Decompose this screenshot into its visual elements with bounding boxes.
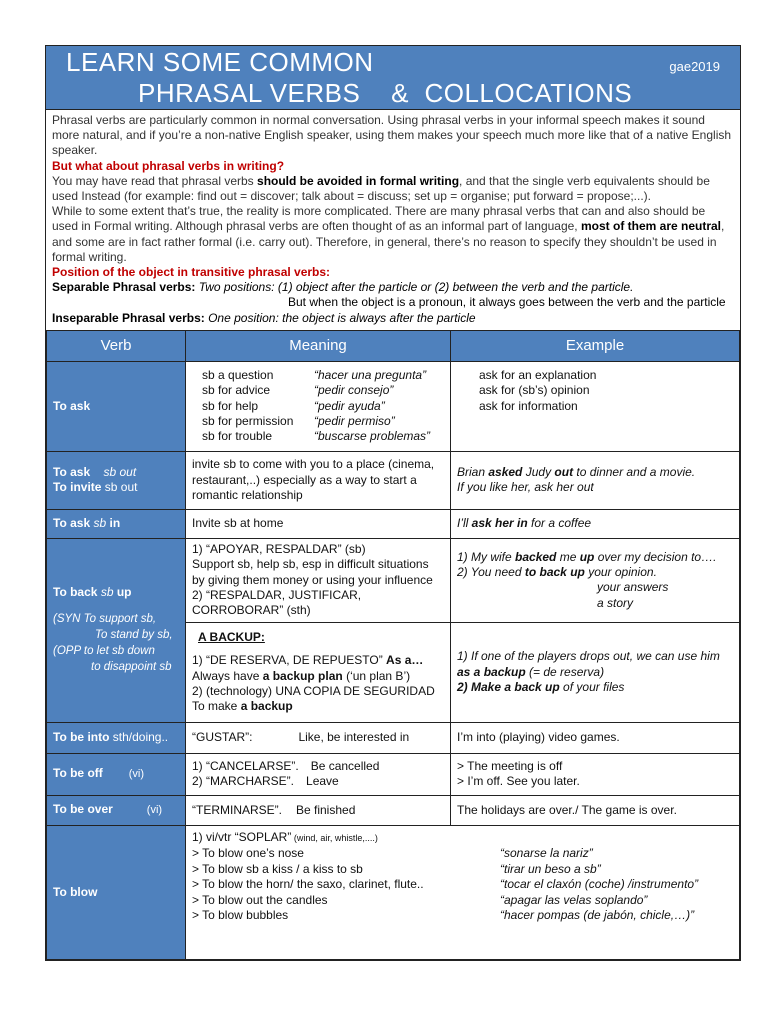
meaning-cell: “GUSTAR”: Like, be interested in	[186, 722, 451, 753]
table-row	[47, 795, 740, 825]
verb-cell: To ask	[47, 361, 186, 451]
table-row	[47, 753, 740, 795]
example-cell: ask for an explanation ask for (sb’s) opinion ask for information	[451, 361, 740, 451]
example-cell: > The meeting is off > I’m off. See you later.	[451, 753, 740, 795]
worksheet	[45, 45, 741, 961]
header-example: Example	[451, 330, 740, 361]
table-row	[47, 722, 740, 753]
title-line-2: PHRASAL VERBS & COLLOCATIONS	[138, 78, 633, 108]
meaning-example-cell: 1) vi/vtr “SOPLAR” (wind, air, whistle,....) > To blow one’s nose “sonarse la nariz” > To blow sb a kiss / a kiss to sb “tirar un beso a sb” > To blow the horn/ the saxo, clarinet, flute.. “tocar el claxón (coche) /instrumento” > To blow out the candles “apagar las velas soplando” > To blow bubbles “hacer pompas (de jabón, chicle,…)”	[186, 825, 740, 959]
verb-cell: To ask sb in	[47, 509, 186, 538]
table-row	[47, 509, 740, 538]
phrasal-verbs-table	[46, 330, 740, 960]
verb-cell: To be off (vi)	[47, 753, 186, 795]
verb-cell: To be into sth/doing..	[47, 722, 186, 753]
verb-cell: To be over (vi)	[47, 795, 186, 825]
meaning-cell: 1) “CANCELARSE”. Be cancelled 2) “MARCHARSE”. Leave	[186, 753, 451, 795]
meaning-cell: A BACKUP: 1) “DE RESERVA, DE REPUESTO” As a… Always have a backup plan (‘un plan B’) 2) (technology) UNA COPIA DE SEGURIDAD To make a backup	[186, 622, 451, 722]
separable-line: Separable Phrasal verbs: Two positions: (1) object after the particle or (2) between the verb and the particle.	[52, 280, 634, 295]
example-cell: The holidays are over./ The game is over.	[451, 795, 740, 825]
intro-section	[46, 109, 740, 330]
verb-cell: To ask sb out To invite sb out	[47, 451, 186, 509]
intro-paragraph-2: You may have read that phrasal verbs should be avoided in formal writing, and that the single verb equivalents should be used Instead (for example: find out = discover; talk about = discuss; set up = organise; put forward = propose;...).	[52, 173, 710, 204]
verb-cell: To blow	[47, 825, 186, 959]
table-row	[47, 825, 740, 959]
example-cell: 1) If one of the players drops out, we can use him as a backup (= de reserva) 2) Make a back up of your files	[451, 622, 740, 722]
question-position: Position of the object in transitive phrasal verbs:	[52, 265, 331, 280]
verb-cell: To back sb up (SYN To support sb, To stand by sb, (OPP to let sb down to disappoint sb	[47, 538, 186, 722]
intro-paragraph-3: While to some extent that’s true, the reality is more complicated. There are many phrasal verbs that can and also should be used in Formal writing. Although phrasal verbs are often thought of as an informal part of language, most of them are neutral, and some are in fact rather formal (i.e. carry out). Therefore, in general, there’s no reason to specify they shouldn’t be used in formal writing.	[52, 204, 725, 264]
author-tag: gae2019	[669, 59, 720, 74]
meaning-cell: Invite sb at home	[186, 509, 451, 538]
separable-note: But when the object is a pronoun, it always goes between the verb and the particle	[288, 295, 726, 310]
inseparable-line: Inseparable Phrasal verbs: One position: the object is always after the particle	[52, 310, 476, 325]
table-row	[47, 361, 740, 451]
header-verb: Verb	[47, 330, 186, 361]
synonyms-note: (SYN To support sb, To stand by sb, (OPP to let sb down to disappoint sb	[53, 613, 173, 673]
title-banner	[46, 46, 740, 109]
intro-paragraph-1: Phrasal verbs are particularly common in normal conversation. Using phrasal verbs in your informal speech makes it sound more natural, and if you’re a non-native English speaker, using them makes your speech much more like that of a native English speaker.	[52, 113, 732, 158]
meaning-cell: sb a question “hacer una pregunta” sb for advice “pedir consejo” sb for help “pedir ayuda” sb for permission “pedir permiso” sb for trouble “buscarse problemas”	[186, 361, 451, 451]
meaning-cell: “TERMINARSE”. Be finished	[186, 795, 451, 825]
header-meaning: Meaning	[186, 330, 451, 361]
title-line-1: LEARN SOME COMMON	[66, 47, 374, 77]
example-cell: I’m into (playing) video games.	[451, 722, 740, 753]
example-cell: Brian asked Judy out to dinner and a movie. If you like her, ask her out	[451, 451, 740, 509]
example-cell: I’ll ask her in for a coffee	[451, 509, 740, 538]
question-writing: But what about phrasal verbs in writing?	[52, 158, 285, 173]
meaning-cell: 1) “APOYAR, RESPALDAR” (sb) Support sb, help sb, esp in difficult situations by giving them money or using your influence 2) “RESPALDAR, JUSTIFICAR, CORROBORAR” (sth)	[186, 538, 451, 622]
table-row	[47, 451, 740, 509]
table-row	[47, 538, 740, 622]
meaning-cell: invite sb to come with you to a place (cinema, restaurant,..) especially as a way to start a romantic relationship	[186, 451, 451, 509]
table-header-row	[47, 330, 740, 361]
example-cell: 1) My wife backed me up over my decision to…. 2) You need to back up your opinion. your answers a story	[451, 538, 740, 622]
